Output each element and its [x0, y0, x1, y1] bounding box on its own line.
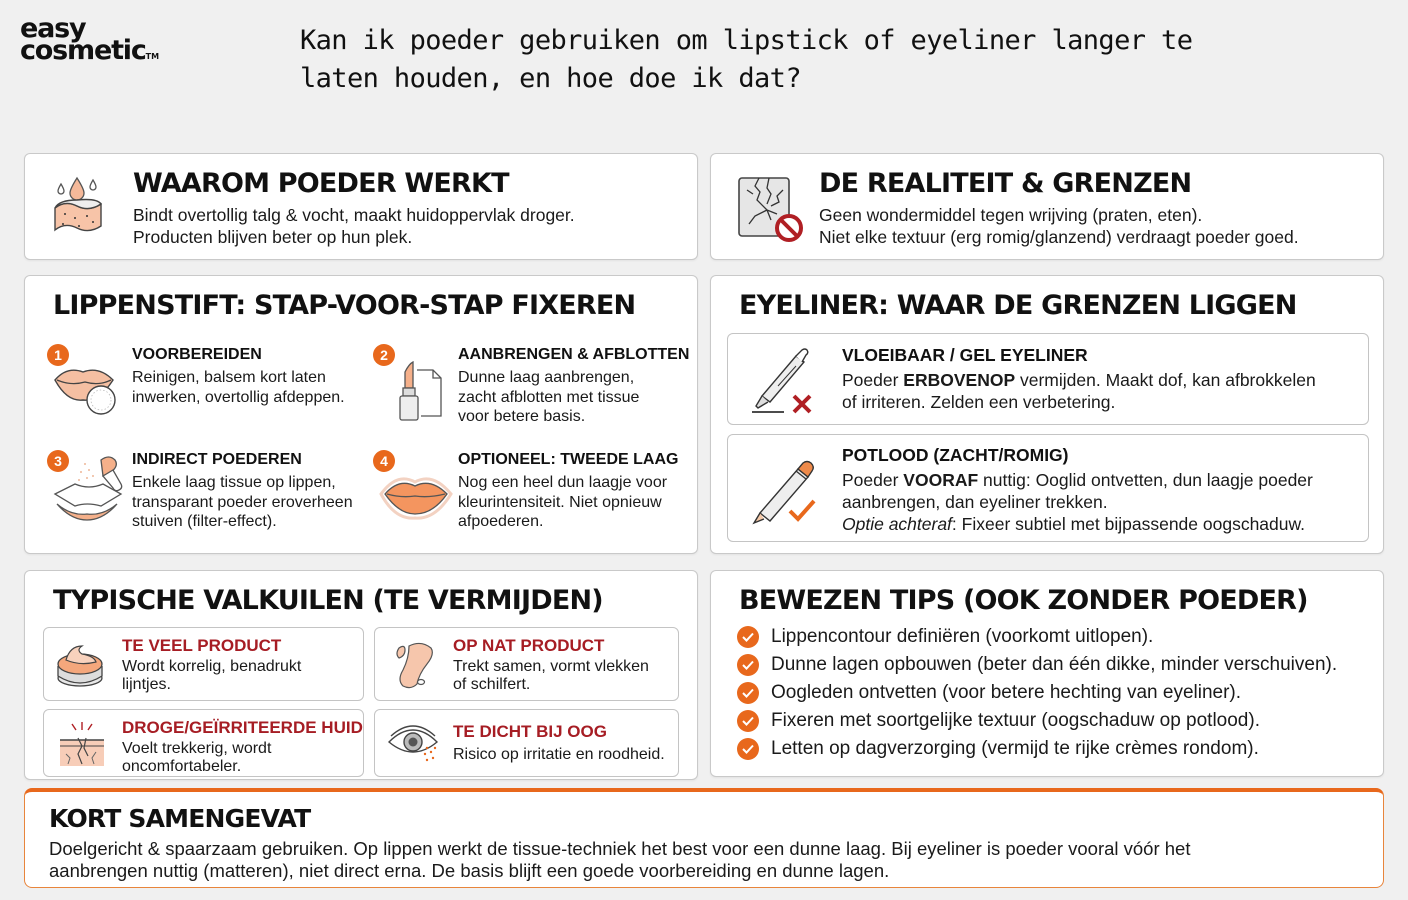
summary-title: KORT SAMENGEVAT [49, 804, 311, 833]
liquid-eyeliner-title: VLOEIBAAR / GEL EYELINER [842, 345, 1088, 365]
pitfall-line: Trekt samen, vormt vlekken [453, 658, 649, 675]
pitfall-on-wet-product [374, 627, 679, 701]
page-title: Kan ik poeder gebruiken om lipstick of eyeliner langer te laten houden, en hoe doe ik dat? [300, 25, 1193, 94]
summary-line2: aanbrengen nuttig (matteren), niet direct erna. De basis blijft een goede voorbereiding en dunne lagen. [49, 860, 890, 881]
brand-logo [20, 13, 160, 66]
tip-text: Lippencontour definiëren (voorkomt uitlopen). [771, 626, 1154, 647]
eyeliner-limits-card [710, 275, 1384, 554]
tip-item [737, 652, 1337, 678]
summary-line1: Doelgericht & spaarzaam gebruiken. Op lippen werkt de tissue-techniek het best voor een dunne laag. Bij eyeliner is poeder vooral vóór het [49, 838, 1191, 859]
pitfalls-card [24, 570, 698, 780]
text-line: of irriteren. Zelden een verbetering. [842, 392, 1116, 412]
logo-tm: TM [145, 52, 160, 61]
why-powder-works-card [24, 153, 698, 260]
pitfall-title: TE VEEL PRODUCT [122, 636, 282, 655]
liquid-eyeliner-text [842, 369, 1316, 413]
lips-cotton-pad-icon [51, 362, 121, 418]
pitfall-text [122, 658, 301, 694]
step-4-title: OPTIONEEL: TWEEDE LAAG [458, 451, 679, 468]
cracked-surface-no-icon [737, 176, 807, 244]
tip-item [737, 736, 1259, 762]
pitfall-title: OP NAT PRODUCT [453, 636, 605, 655]
tips-title: BEWEZEN TIPS (OOK ZONDER POEDER) [739, 585, 1308, 616]
tip-item [737, 708, 1260, 734]
step-2-title: AANBRENGEN & AFBLOTTEN [458, 346, 690, 363]
text-span: Poeder [842, 370, 904, 390]
pitfall-line: of schilfert. [453, 676, 531, 693]
sponge-droplets-icon [49, 174, 105, 242]
tip-text: Letten op dagverzorging (vermijd te rijke crèmes rondom). [771, 738, 1259, 759]
eyeliner-title: EYELINER: WAAR DE GRENZEN LIGGEN [739, 290, 1297, 321]
pitfall-too-much-product [43, 627, 364, 701]
pitfall-line: Voelt trekkerig, wordt [122, 740, 272, 757]
reality-line2: Niet elke textuur (erg romig/glanzend) verdraagt poeder goed. [819, 227, 1299, 247]
step-2-line: zacht afblotten met tissue [458, 388, 640, 406]
why-line1: Bindt overtollig talg & vocht, maakt huidoppervlak droger. [133, 205, 575, 225]
step-3-line: transparant poeder eroverheen [132, 493, 353, 511]
pitfall-dry-irritated-skin [43, 709, 364, 777]
step-1-title: VOORBEREIDEN [132, 346, 262, 363]
pitfall-text [122, 740, 271, 776]
step-4-line: Nog een heel dun laagje voor [458, 474, 668, 491]
step-1-number: 1 [47, 344, 69, 366]
step-4-line: kleurintensiteit. Niet opnieuw [458, 493, 662, 511]
step-1-line: Reinigen, balsem kort laten [132, 369, 326, 386]
step-3-line: Enkele laag tissue op lippen, [132, 474, 336, 491]
step-4-text [458, 473, 667, 532]
text-span: Poeder [842, 470, 904, 490]
pencil-check-icon [748, 453, 828, 527]
step-2-line: Dunne laag aanbrengen, [458, 369, 635, 386]
step-3-number: 3 [47, 450, 69, 472]
step-2-line: voor betere basis. [458, 408, 586, 425]
step-2-number: 2 [373, 344, 395, 366]
pitfall-line: Risico op irritatie en roodheid. [453, 746, 665, 763]
text-span: vermijden. Maakt dof, kan afbrokkelen [1015, 370, 1316, 390]
cream-jar-icon [56, 640, 106, 690]
cracked-skin-icon [58, 720, 108, 768]
pencil-eyeliner-card [727, 434, 1369, 542]
pitfall-title: TE DICHT BIJ OOG [453, 722, 607, 741]
check-icon [737, 738, 759, 760]
liquid-eyeliner-card [727, 333, 1369, 425]
lips-icon [379, 472, 453, 520]
wet-splash-icon [389, 640, 437, 692]
tip-item [737, 624, 1153, 650]
pitfall-too-close-to-eye [374, 709, 679, 777]
pitfall-text [453, 658, 649, 694]
pitfall-title: DROGE/GEÏRRITEERDE HUID [122, 718, 363, 737]
text-span: : Fixeer subtiel met bijpassende oogschaduw. [951, 514, 1306, 534]
why-title: WAAROM POEDER WERKT [133, 168, 509, 199]
summary-card [24, 788, 1384, 888]
logo-line2: cosmetic [20, 35, 146, 66]
pitfall-line: Wordt korrelig, benadrukt [122, 658, 302, 675]
text-line: aanbrengen, dan eyeliner trekken. [842, 492, 1108, 512]
emphasis-vooraf: VOORAF [903, 470, 979, 490]
lipstick-tissue-icon [397, 360, 447, 424]
proven-tips-card [710, 570, 1384, 777]
logo-line1: easy [20, 13, 86, 44]
pitfalls-title: TYPISCHE VALKUILEN (TE VERMIJDEN) [53, 585, 603, 616]
tip-text: Fixeren met soortgelijke textuur (oogschaduw op potlood). [771, 710, 1260, 731]
lipstick-title: LIPPENSTIFT: STAP-VOOR-STAP FIXEREN [53, 290, 636, 321]
check-icon [737, 710, 759, 732]
lips-tissue-brush-icon [51, 452, 127, 528]
step-1-text [132, 368, 345, 407]
step-4-line: afpoederen. [458, 513, 544, 530]
tip-text: Oogleden ontvetten (voor betere hechting van eyeliner). [771, 682, 1242, 703]
step-2-text [458, 368, 639, 427]
option-afterwards-label: Optie achteraf [842, 514, 952, 534]
text-span: nuttig: Ooglid ontvetten, dun laagje poeder [978, 470, 1313, 490]
reality-title: DE REALITEIT & GRENZEN [819, 168, 1192, 199]
step-3-title: INDIRECT POEDEREN [132, 451, 302, 468]
pitfall-line: oncomfortabeler. [122, 758, 242, 775]
check-icon [737, 626, 759, 648]
check-icon [737, 682, 759, 704]
lipstick-steps-card [24, 275, 698, 554]
pitfall-text [453, 746, 665, 764]
reality-line1: Geen wondermiddel tegen wrijving (praten, eten). [819, 205, 1203, 225]
emphasis-erbovenop: ERBOVENOP [903, 370, 1016, 390]
liquid-liner-pen-x-icon [748, 344, 828, 418]
pencil-eyeliner-title: POTLOOD (ZACHT/ROMIG) [842, 445, 1069, 465]
step-1-line: inwerken, overtollig afdeppen. [132, 388, 345, 406]
check-icon [737, 654, 759, 676]
reality-limits-card [710, 153, 1384, 260]
step-4-number: 4 [373, 450, 395, 472]
why-line2: Producten blijven beter op hun plek. [133, 227, 413, 247]
step-3-text [132, 473, 353, 532]
tip-item [737, 680, 1241, 706]
step-3-line: stuiven (filter-effect). [132, 513, 277, 530]
tip-text: Dunne lagen opbouwen (beter dan één dikke, minder verschuiven). [771, 654, 1338, 675]
eye-irritation-icon [387, 722, 443, 766]
pencil-eyeliner-text [842, 469, 1313, 535]
pitfall-line: lijntjes. [122, 676, 171, 693]
